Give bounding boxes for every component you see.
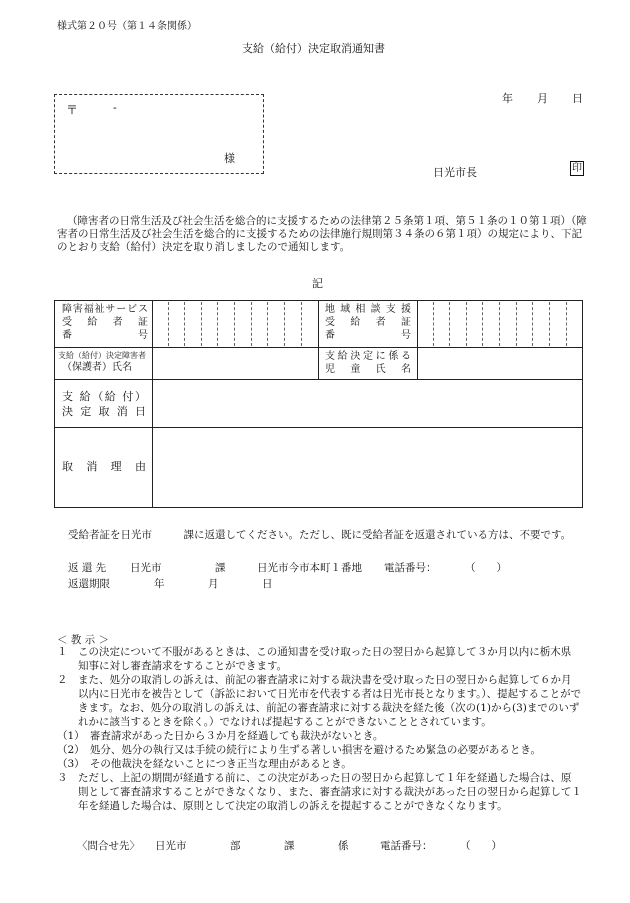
digit-divider xyxy=(549,302,550,346)
return-address: 日光市今市本町１番地 xyxy=(257,562,362,574)
contact-label: 〈問合せ先〉 xyxy=(77,840,140,852)
label-line: 支給決定に係る xyxy=(325,351,411,362)
label-line: 地 域 相 談 支 援 xyxy=(325,304,411,315)
digit-divider xyxy=(201,302,202,346)
digit-divider xyxy=(482,302,483,346)
date-day: 日 xyxy=(572,92,583,105)
intro-line-1: （障害者の日常生活及び社会生活を総合的に支援するための法律第２５条第１項、第５１条の１０第１項）（障 xyxy=(67,215,587,227)
notice-line: ２ また、処分の取消しの訴えは、前記の審査請求に対する裁決書を受け取った日の翌日から起算して６か月 xyxy=(57,674,572,686)
form-number: 様式第２０号（第１４条関係） xyxy=(57,21,197,32)
notice-line: （2） 処分、処分の執行又は手続の続行により生ずる著しい損害を避けるため緊急の必要があるとき。 xyxy=(57,744,542,756)
digit-divider xyxy=(449,302,450,346)
notice-line: 年を経過した場合は、原則として決定の取消しの訴えを提起することができなくなります。 xyxy=(57,800,508,812)
table-border-right xyxy=(582,300,583,508)
digit-divider xyxy=(532,302,533,346)
digit-divider xyxy=(234,302,235,346)
right-label-divider xyxy=(417,300,418,380)
contact-phone-paren: （ ） xyxy=(460,840,502,852)
label-line: 児 童 氏 名 xyxy=(325,364,411,375)
contact-ka: 課 xyxy=(284,840,295,852)
label-column-divider xyxy=(152,300,153,508)
notice-line: 以内に日光市を被告として（訴訟において日光市を代表する者は日光市長となります。）、提起することがで xyxy=(57,688,582,700)
label-line: 支 給（給 付） xyxy=(62,390,146,403)
cancellation-date-label xyxy=(62,389,146,419)
return-deadline-year: 年 xyxy=(154,578,165,590)
date-month: 月 xyxy=(537,92,548,105)
notice-heading: ＜ 教 示 ＞ xyxy=(57,634,110,646)
notice-line: １ この決定について不服があるときは、この通知書を受け取った日の翌日から起算して３か月以内に栃木県 xyxy=(57,646,572,658)
digit-divider xyxy=(433,302,434,346)
digit-divider xyxy=(184,302,185,346)
return-phone-label: 電話番号： xyxy=(384,562,437,574)
digit-divider xyxy=(251,302,252,346)
service-cert-number-label xyxy=(62,303,148,342)
label-line: 受 給 者 証 xyxy=(325,317,411,328)
contact-bu: 部 xyxy=(230,840,241,852)
digit-divider xyxy=(168,302,169,346)
ki-heading: 記 xyxy=(312,277,323,290)
label-line: 取 消 理 由 xyxy=(62,460,146,473)
digit-divider xyxy=(516,302,517,346)
notice-line: きます。なお、処分の取消しの訴えは、前記の審査請求に対する裁決を経た後（次の(1)から(3)までのいず xyxy=(57,702,580,714)
contact-kakari: 係 xyxy=(338,840,349,852)
return-phone-paren: （ ） xyxy=(465,562,507,574)
label-line: 受 給 者 証 xyxy=(62,317,148,328)
cancellation-reason-label xyxy=(62,460,146,473)
recipient-name-label xyxy=(58,350,150,374)
contact-phone-label: 電話番号： xyxy=(380,840,433,852)
label-line: 決 定 取 消 日 xyxy=(62,405,146,418)
document-title: 支給（給付）決定取消通知書 xyxy=(242,42,385,55)
digit-divider xyxy=(284,302,285,346)
postal-dash: - xyxy=(113,101,117,114)
middle-column-divider xyxy=(318,300,319,380)
table-border-bottom xyxy=(54,507,583,508)
return-dest-label: 返 還 先 xyxy=(68,562,107,574)
digit-divider xyxy=(466,302,467,346)
issuer-name: 日光市長 xyxy=(433,166,477,179)
return-deadline-month: 月 xyxy=(208,578,219,590)
notice-line: 則として審査請求することができなくなり、また、審査請求に対する裁決があった日の翌日から起算して１ xyxy=(57,786,582,798)
seal-mark: 印 xyxy=(572,163,582,174)
notice-line: ３ ただし、上記の期間が経過する前に、この決定があった日の翌日から起算して１年を経過した場合は、原 xyxy=(57,772,572,784)
intro-line-3: のとおり支給（給付）決定を取り消しましたので通知します。 xyxy=(57,241,351,253)
row-divider-3 xyxy=(54,427,583,428)
notice-line: （3） その他裁決を経ないことにつき正当な理由があるとき。 xyxy=(57,758,352,770)
label-line: 番 号 xyxy=(62,330,148,341)
label-line: 番 号 xyxy=(325,330,411,341)
label-line: 障害福祉サービス xyxy=(62,304,148,315)
return-deadline-label: 返還期限 xyxy=(68,578,110,590)
contact-city: 日光市 xyxy=(155,840,187,852)
digit-divider xyxy=(301,302,302,346)
label-line: （保護者）氏名 xyxy=(62,362,132,373)
return-notice: 受給者証を日光市 課に返還してください。ただし、既に受給者証を返還されている方は、不要です。 xyxy=(68,529,572,541)
postal-mark: 〒 xyxy=(66,103,79,117)
table-border-left xyxy=(54,300,55,508)
return-dest-city: 日光市 xyxy=(130,562,162,574)
digit-divider xyxy=(499,302,500,346)
cancellation-table xyxy=(54,300,583,508)
date-year: 年 xyxy=(502,92,513,105)
child-name-label xyxy=(325,350,411,376)
notice-line: （1） 審査請求があった日から３か月を経過しても裁決がないとき。 xyxy=(57,730,384,742)
notice-line: 知事に対し審査請求をすることができます。 xyxy=(57,660,288,672)
return-dest-ka: 課 xyxy=(215,562,226,574)
notice-line: れかに該当するときを除く。）でなければ提起することができないこととされています。 xyxy=(57,716,492,728)
label-line: 支給（給付）決定障害者 xyxy=(58,351,146,360)
consultation-cert-number-label xyxy=(325,303,411,342)
digit-divider xyxy=(566,302,567,346)
digit-divider xyxy=(267,302,268,346)
intro-line-2: 害者の日常生活及び社会生活を総合的に支援するための法律施行規則第３４条の６第１項）の規定により、下記 xyxy=(57,228,582,240)
return-deadline-day: 日 xyxy=(262,578,273,590)
digit-divider xyxy=(217,302,218,346)
honorific-sama: 様 xyxy=(224,152,235,165)
intro-paragraph xyxy=(57,215,587,254)
